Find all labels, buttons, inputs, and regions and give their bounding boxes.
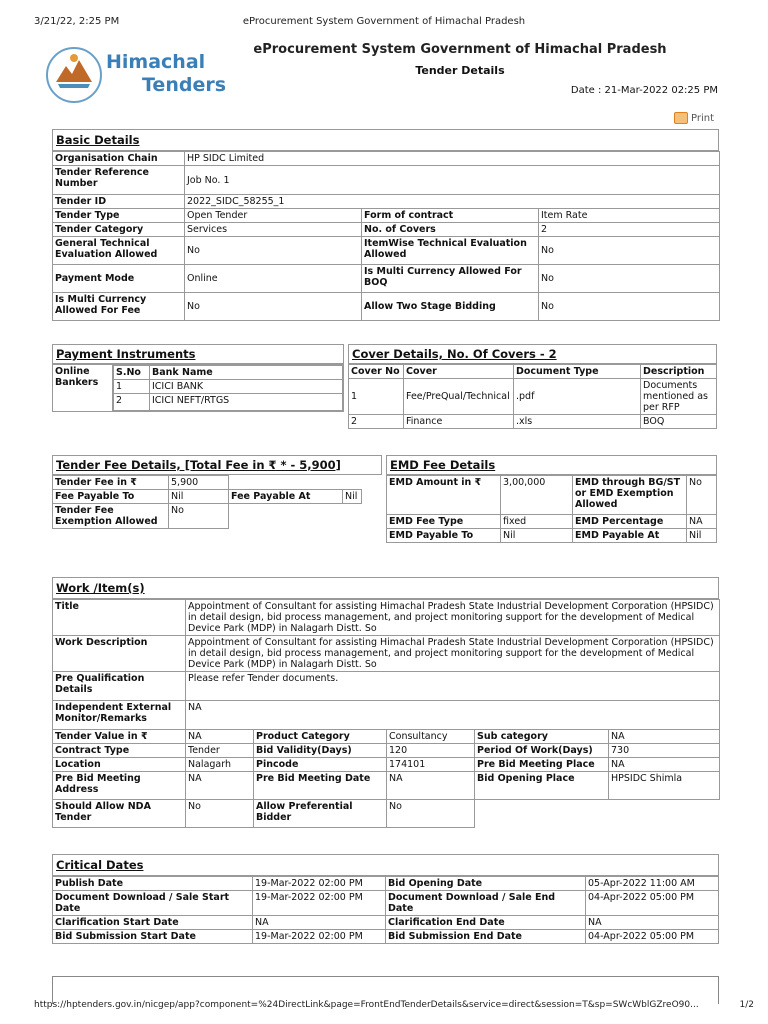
form-contract-value: Item Rate xyxy=(539,209,720,223)
contract-type-value: Tender xyxy=(186,744,254,758)
tender-fee-value: 5,900 xyxy=(169,476,229,490)
tender-ref-label: Tender Reference Number xyxy=(53,166,185,195)
itemwise-value: No xyxy=(539,237,720,265)
emd-amount-value: 3,00,000 xyxy=(501,476,573,515)
emd-bg-value: No xyxy=(687,476,717,515)
preferential-bidder-label: Allow Preferential Bidder xyxy=(254,800,387,828)
print-window-title: eProcurement System Government of Himachal Pradesh xyxy=(242,16,526,27)
bid-opening-place-label: Bid Opening Place xyxy=(475,772,609,800)
submission-end-value: 04-Apr-2022 05:00 PM xyxy=(586,930,719,944)
submission-start-value: 19-Mar-2022 02:00 PM xyxy=(253,930,386,944)
nda-value: No xyxy=(186,800,254,828)
fee-exemption-label: Tender Fee Exemption Allowed xyxy=(53,504,169,529)
work-title-value: Appointment of Consultant for assisting Himachal Pradesh State Industrial Development Corporation (HPSIDC) in detail design, bid process management, and project monitoring support for the development of Medical Device Park (MDP) in Nalagarh Distt. So xyxy=(186,600,720,636)
cover-description: Documents mentioned as per RFP xyxy=(641,379,717,415)
critical-dates-section xyxy=(52,854,719,944)
covers-value: 2 xyxy=(539,223,720,237)
payment-instruments-section xyxy=(52,344,344,412)
cover-details-section xyxy=(348,344,717,429)
payment-mode-value: Online xyxy=(185,265,362,293)
tender-ref-value: Job No. 1 xyxy=(185,166,720,195)
gen-tech-label: General Technical Evaluation Allowed xyxy=(53,237,185,265)
contract-type-label: Contract Type xyxy=(53,744,186,758)
emd-fee-title: EMD Fee Details xyxy=(386,455,717,475)
tender-type-label: Tender Type xyxy=(53,209,185,223)
print-button[interactable] xyxy=(674,112,714,124)
fee-payable-at-label: Fee Payable At xyxy=(229,490,343,504)
print-datetime: 3/21/22, 2:25 PM xyxy=(34,16,120,27)
bid-opening-date-label: Bid Opening Date xyxy=(386,877,586,891)
work-description-label: Work Description xyxy=(53,636,186,672)
tender-category-label: Tender Category xyxy=(53,223,185,237)
tender-fee-section xyxy=(52,455,382,529)
doc-type-header: Document Type xyxy=(514,365,641,379)
bid-opening-date-value: 05-Apr-2022 11:00 AM xyxy=(586,877,719,891)
bid-validity-label: Bid Validity(Days) xyxy=(254,744,387,758)
cover-name: Finance xyxy=(404,415,514,429)
basic-details-section xyxy=(52,129,719,321)
pincode-value: 174101 xyxy=(387,758,475,772)
emd-fee-table xyxy=(386,475,717,543)
page-number: 1/2 xyxy=(739,1000,754,1010)
emd-payable-at-value: Nil xyxy=(687,529,717,543)
cover-details-title: Cover Details, No. Of Covers - 2 xyxy=(348,344,717,364)
iem-value: NA xyxy=(186,701,720,730)
sub-category-value: NA xyxy=(609,730,720,744)
table-row xyxy=(114,380,343,394)
tender-category-value: Services xyxy=(185,223,362,237)
cover-doc-type: .xls xyxy=(514,415,641,429)
multi-boq-label: Is Multi Currency Allowed For BOQ xyxy=(362,265,539,293)
emd-payable-to-value: Nil xyxy=(501,529,573,543)
cover-no: 1 xyxy=(349,379,404,415)
bank-name: ICICI BANK xyxy=(150,380,343,394)
emd-payable-to-label: EMD Payable To xyxy=(387,529,501,543)
iem-label: Independent External Monitor/Remarks xyxy=(53,701,186,730)
payment-instruments-title: Payment Instruments xyxy=(52,344,344,364)
tender-id-label: Tender ID xyxy=(53,195,185,209)
multi-boq-value: No xyxy=(539,265,720,293)
org-chain-value: HP SIDC Limited xyxy=(185,152,720,166)
basic-details-table xyxy=(52,151,720,321)
table-row xyxy=(114,394,343,411)
download-start-value: 19-Mar-2022 02:00 PM xyxy=(253,891,386,916)
critical-dates-title: Critical Dates xyxy=(52,854,719,876)
prebid-address-label: Pre Bid Meeting Address xyxy=(53,772,186,800)
clarification-start-value: NA xyxy=(253,916,386,930)
product-category-label: Product Category xyxy=(254,730,387,744)
org-chain-label: Organisation Chain xyxy=(53,152,185,166)
bank-name-header: Bank Name xyxy=(150,366,343,380)
tender-fee-table xyxy=(52,475,362,529)
work-items-title: Work /Item(s) xyxy=(52,577,719,599)
print-footer xyxy=(34,1000,754,1010)
tender-value-label: Tender Value in ₹ xyxy=(53,730,186,744)
logo-line2: Tenders xyxy=(142,74,227,96)
cover-name: Fee/PreQual/Technical xyxy=(404,379,514,415)
table-row xyxy=(349,379,717,415)
logo-line1: Himachal xyxy=(106,51,206,73)
bid-validity-value: 120 xyxy=(387,744,475,758)
two-stage-value: No xyxy=(539,293,720,321)
submission-end-label: Bid Submission End Date xyxy=(386,930,586,944)
product-category-value: Consultancy xyxy=(387,730,475,744)
critical-dates-table xyxy=(52,876,719,944)
work-title-label: Title xyxy=(53,600,186,636)
nda-label: Should Allow NDA Tender xyxy=(53,800,186,828)
tender-id-value: 2022_SIDC_58255_1 xyxy=(185,195,720,209)
prebid-place-label: Pre Bid Meeting Place xyxy=(475,758,609,772)
table-row xyxy=(349,415,717,429)
emd-payable-at-label: EMD Payable At xyxy=(573,529,687,543)
cover-no-header: Cover No xyxy=(349,365,404,379)
tender-fee-label: Tender Fee in ₹ xyxy=(53,476,169,490)
gen-tech-value: No xyxy=(185,237,362,265)
emblem-icon xyxy=(44,46,104,104)
fee-payable-at-value: Nil xyxy=(343,490,362,504)
covers-label: No. of Covers xyxy=(362,223,539,237)
clarification-start-label: Clarification Start Date xyxy=(53,916,253,930)
cover-details-table xyxy=(348,364,717,429)
emd-type-label: EMD Fee Type xyxy=(387,515,501,529)
work-description-value: Appointment of Consultant for assisting Himachal Pradesh State Industrial Development Corporation (HPSIDC) in detail design, bid process management, and project monitoring support for the development of Medical Device Park (MDP) in Nalagarh Distt. So xyxy=(186,636,720,672)
prebid-address-value: NA xyxy=(186,772,254,800)
location-label: Location xyxy=(53,758,186,772)
download-end-value: 04-Apr-2022 05:00 PM xyxy=(586,891,719,916)
publish-date-value: 19-Mar-2022 02:00 PM xyxy=(253,877,386,891)
emd-percentage-value: NA xyxy=(687,515,717,529)
download-start-label: Document Download / Sale Start Date xyxy=(53,891,253,916)
page-url[interactable]: https://hptenders.gov.in/nicgep/app?component=%24DirectLink&page=FrontEndTenderDetails&service=direct&session=T&sp=SWcWblGZreO90... xyxy=(34,1000,699,1010)
tender-type-value: Open Tender xyxy=(185,209,362,223)
multi-fee-label: Is Multi Currency Allowed For Fee xyxy=(53,293,185,321)
period-of-work-value: 730 xyxy=(609,744,720,758)
sub-category-label: Sub category xyxy=(475,730,609,744)
cover-description: BOQ xyxy=(641,415,717,429)
print-label: Print xyxy=(690,112,714,124)
page-subtitle: Tender Details xyxy=(415,64,505,77)
prebid-place-value: NA xyxy=(609,758,720,772)
emd-percentage-label: EMD Percentage xyxy=(573,515,687,529)
printer-icon xyxy=(674,112,688,124)
bankers-table xyxy=(113,365,343,411)
bid-opening-place-value: HPSIDC Shimla xyxy=(609,772,720,800)
period-of-work-label: Period Of Work(Days) xyxy=(475,744,609,758)
bank-name: ICICI NEFT/RTGS xyxy=(150,394,343,411)
sno-header: S.No xyxy=(114,366,150,380)
payment-mode-label: Payment Mode xyxy=(53,265,185,293)
itemwise-label: ItemWise Technical Evaluation Allowed xyxy=(362,237,539,265)
emd-type-value: fixed xyxy=(501,515,573,529)
location-value: Nalagarh xyxy=(186,758,254,772)
cover-header: Cover xyxy=(404,365,514,379)
basic-details-title: Basic Details xyxy=(52,129,719,151)
online-bankers-label: Online Bankers xyxy=(53,365,113,412)
submission-start-label: Bid Submission Start Date xyxy=(53,930,253,944)
payment-instruments-table xyxy=(52,364,344,412)
cover-doc-type: .pdf xyxy=(514,379,641,415)
work-items-section xyxy=(52,577,719,828)
emd-fee-section xyxy=(386,455,717,543)
emd-amount-label: EMD Amount in ₹ xyxy=(387,476,501,515)
emd-bg-label: EMD through BG/ST or EMD Exemption Allowed xyxy=(573,476,687,515)
preferential-bidder-value: No xyxy=(387,800,475,828)
tender-value-value: NA xyxy=(186,730,254,744)
clarification-end-label: Clarification End Date xyxy=(386,916,586,930)
prequal-label: Pre Qualification Details xyxy=(53,672,186,701)
fee-payable-to-label: Fee Payable To xyxy=(53,490,169,504)
prequal-value: Please refer Tender documents. xyxy=(186,672,720,701)
tender-fee-title: Tender Fee Details, [Total Fee in ₹ * - 5,900] xyxy=(52,455,382,475)
bank-sno: 1 xyxy=(114,380,150,394)
form-contract-label: Form of contract xyxy=(362,209,539,223)
fee-payable-to-value: Nil xyxy=(169,490,229,504)
date-label: Date : 21-Mar-2022 02:25 PM xyxy=(570,85,718,96)
two-stage-label: Allow Two Stage Bidding xyxy=(362,293,539,321)
cover-no: 2 xyxy=(349,415,404,429)
fee-exemption-value: No xyxy=(169,504,229,529)
bank-sno: 2 xyxy=(114,394,150,411)
publish-date-label: Publish Date xyxy=(53,877,253,891)
prebid-date-label: Pre Bid Meeting Date xyxy=(254,772,387,800)
page-title: eProcurement System Government of Himachal Pradesh xyxy=(253,42,667,57)
clarification-end-value: NA xyxy=(586,916,719,930)
pincode-label: Pincode xyxy=(254,758,387,772)
download-end-label: Document Download / Sale End Date xyxy=(386,891,586,916)
multi-fee-value: No xyxy=(185,293,362,321)
description-header: Description xyxy=(641,365,717,379)
work-items-table xyxy=(52,599,720,828)
prebid-date-value: NA xyxy=(387,772,475,800)
